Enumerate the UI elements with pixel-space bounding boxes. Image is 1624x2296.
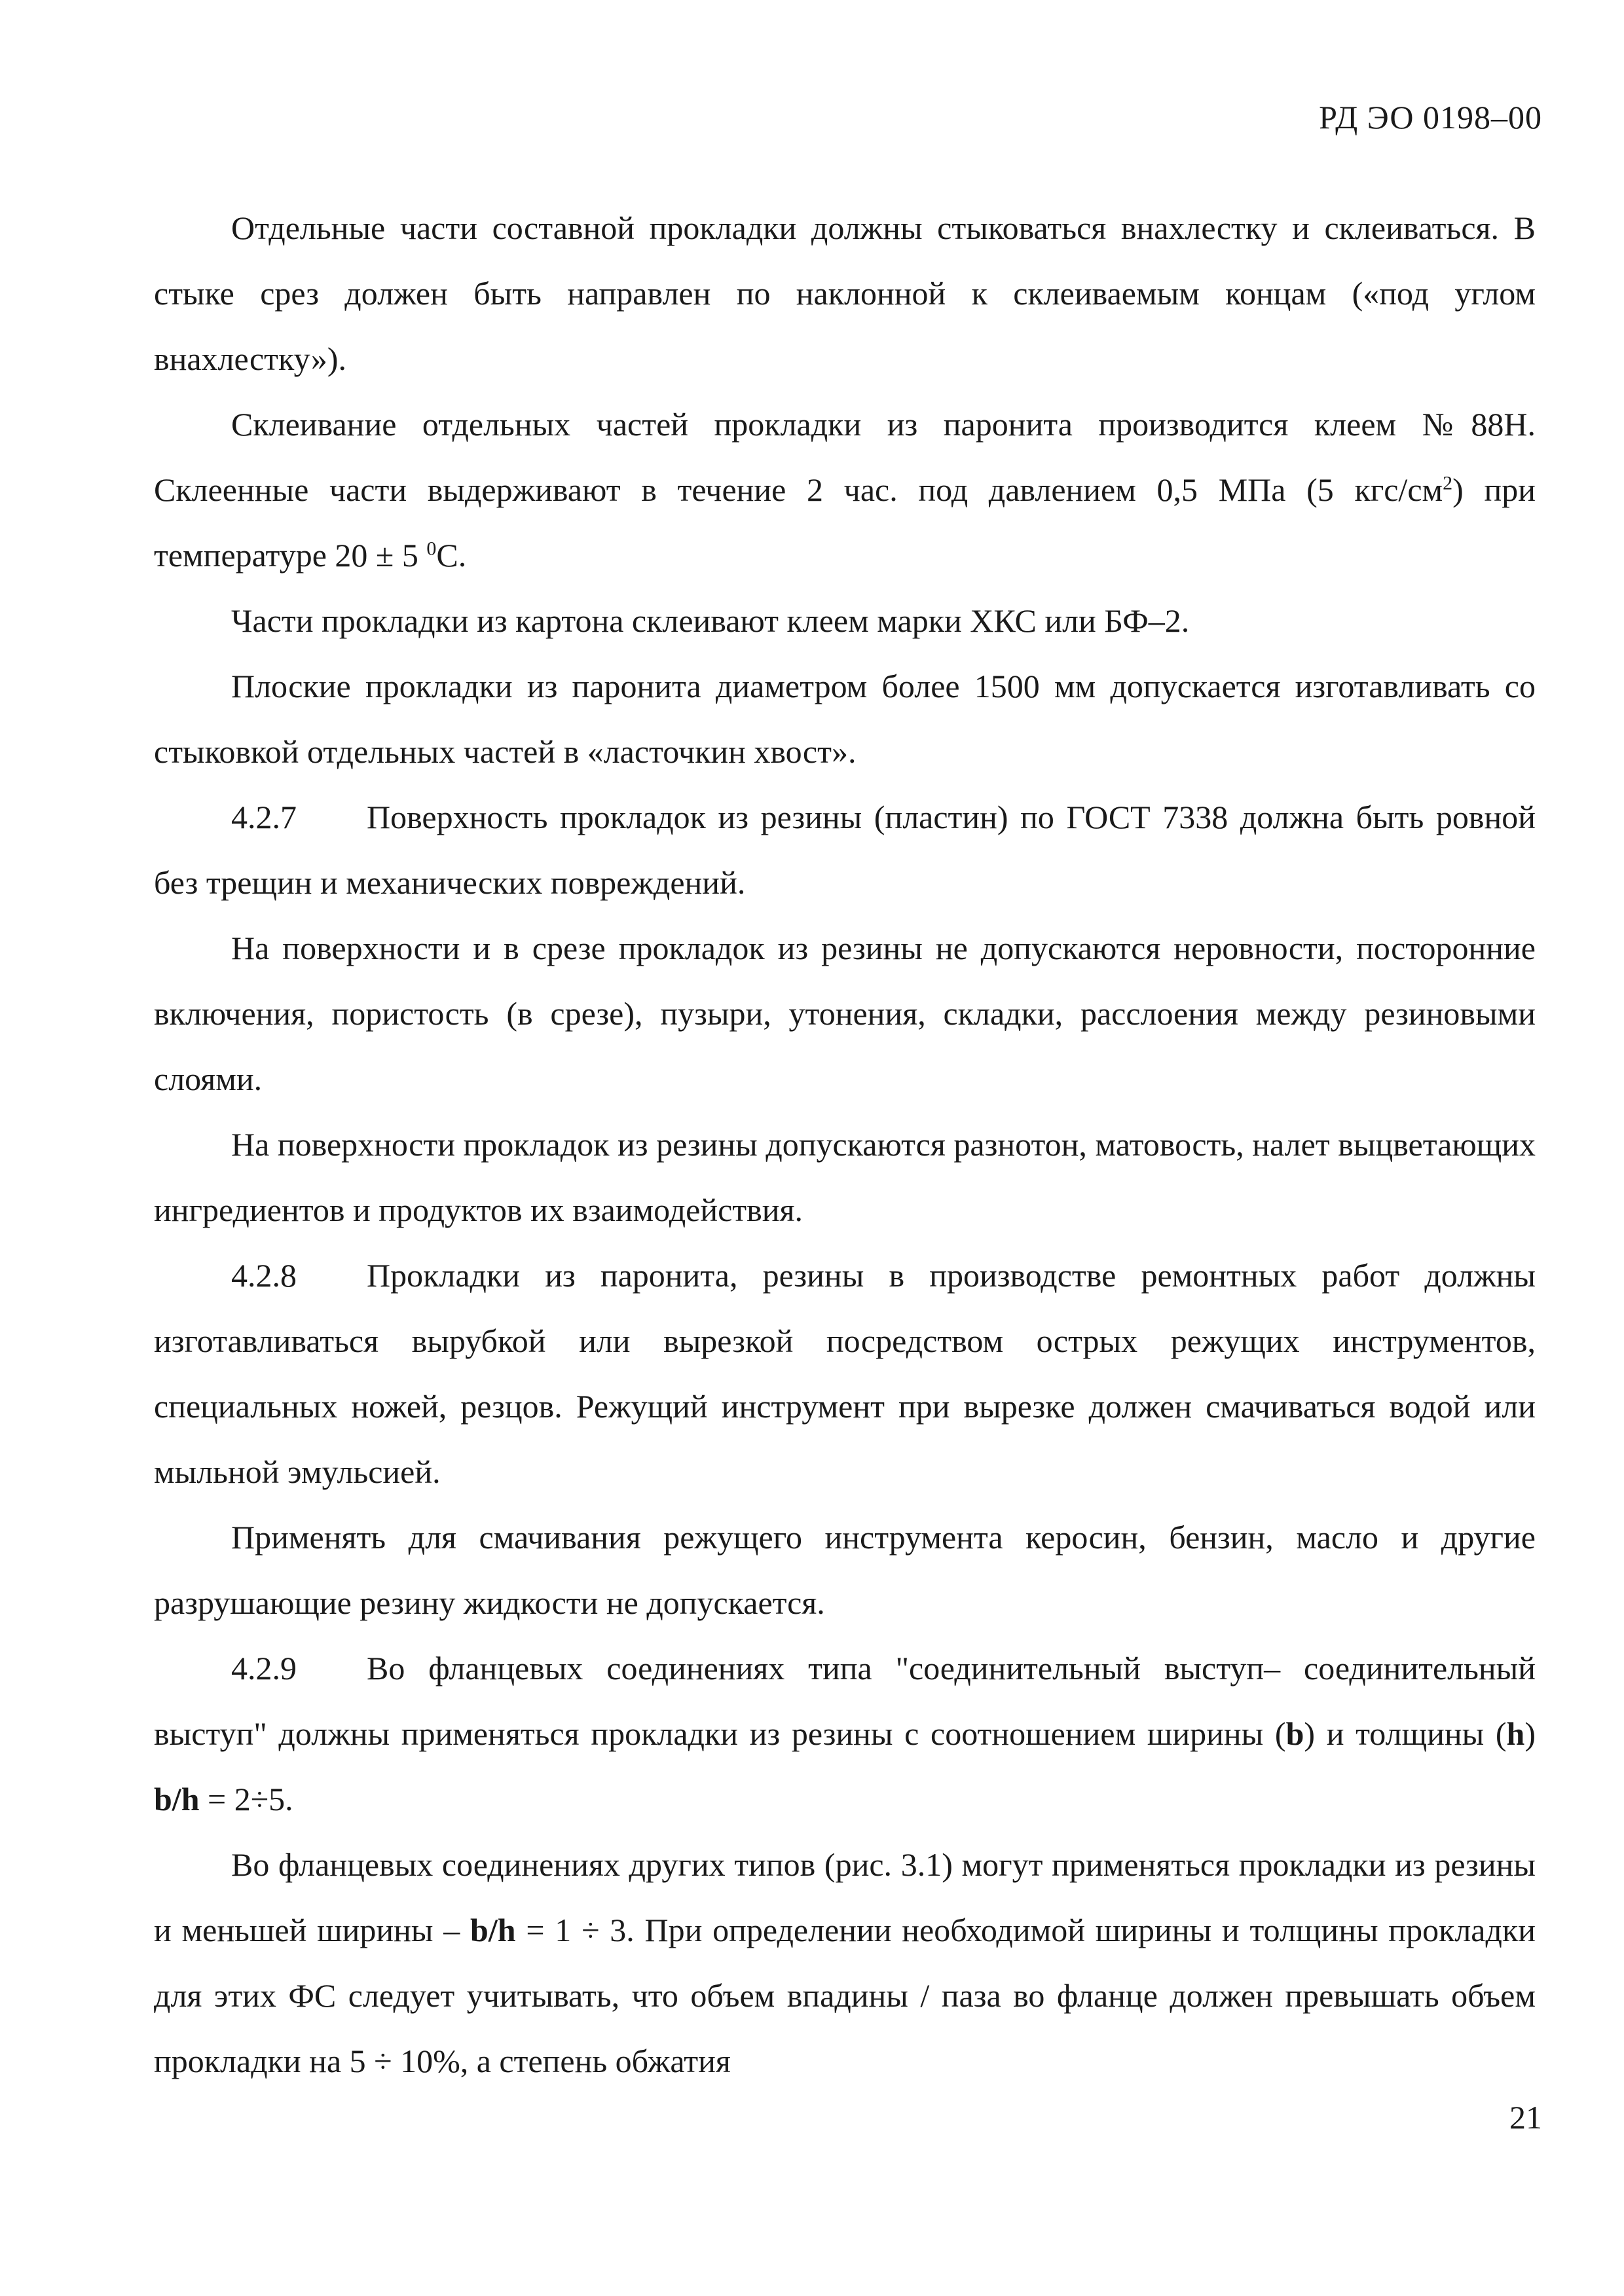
paragraph-text: Склеивание отдельных частей прокладки из паронита производится клеем №88Н. Склеенные части выдерживают в течение 2 час. под давлением 0,5 МПа (5 кгс/см bbox=[154, 406, 1536, 508]
paragraph-4-2-9 bbox=[154, 1635, 1536, 1832]
paragraph-text: Во фланцевых соединениях других типов (рис. 3.1) могут применяться прокладки из резины и меньшей ширины – bbox=[154, 1846, 1536, 1948]
paragraph-text: = 2÷5. bbox=[199, 1781, 293, 1817]
paragraph-wetting-prohibited: Применять для смачивания режущего инструмента керосин, бензин, масло и другие разрушающие резину жидкости не допускается. bbox=[154, 1519, 1536, 1621]
paragraph-text: Прокладки из паронита, резины в производстве ремонтных работ должны изготавливаться вырубкой или вырезкой посредством острых режущих инструментов, специальных ножей, резцов. Режущий инструмент при вырезке должен смачиваться водой или мыльной эмульсией. bbox=[154, 1257, 1536, 1490]
clause-number: 4.2.7 bbox=[231, 799, 297, 835]
paragraph-4-2-7 bbox=[154, 784, 1536, 915]
page-number: 21 bbox=[1509, 2099, 1542, 2136]
paragraph-paronite-gluing bbox=[154, 392, 1536, 588]
paragraph-cardboard-gluing: Части прокладки из картона склеивают клеем марки ХКС или БФ–2. bbox=[231, 602, 1190, 639]
paragraph-text: ) bbox=[1524, 1715, 1536, 1752]
document-body bbox=[154, 195, 1536, 2094]
paragraph-text: ) и толщины ( bbox=[1304, 1715, 1507, 1752]
ratio-b-h: b/h bbox=[154, 1781, 200, 1817]
paragraph-text: ) при температуре 20 ± 5 bbox=[154, 471, 1536, 574]
paragraph-defects-not-allowed: На поверхности и в срезе прокладок из резины не допускаются неровности, посторонние включения, пористость (в срезе), пузыри, утонения, складки, расслоения между резиновыми слоями. bbox=[154, 930, 1536, 1097]
ratio-b-h: b/h bbox=[470, 1912, 516, 1948]
paragraph-4-2-8 bbox=[154, 1243, 1536, 1504]
paragraph-other-flange-types bbox=[154, 1832, 1536, 2094]
symbol-b: b bbox=[1285, 1715, 1304, 1752]
paragraph-text: Поверхность прокладок из резины (пластин) по ГОСТ 7338 должна быть ровной без трещин и механических повреждений. bbox=[154, 799, 1536, 901]
paragraph-dovetail: Плоские прокладки из паронита диаметром более 1500 мм допускается изготавливать со стыковкой отдельных частей в «ласточкин хвост». bbox=[154, 668, 1536, 770]
document-code-header: РД ЭО 0198–00 bbox=[1319, 99, 1542, 136]
superscript: 0 bbox=[426, 538, 437, 560]
symbol-h: h bbox=[1506, 1715, 1525, 1752]
superscript: 2 bbox=[1443, 472, 1453, 494]
paragraph-text: = 1 ÷ 3. При определении необходимой ширины и толщины прокладки для этих ФС следует учитывать, что объем впадины / паза во фланце должен превышать объем прокладки на 5 ÷ 10%, а степень обжатия bbox=[154, 1912, 1536, 2079]
paragraph-defects-allowed: На поверхности прокладок из резины допускаются разнотон, матовость, налет выцветающих ингредиентов и продуктов их взаимодействия. bbox=[154, 1126, 1536, 1228]
paragraph-text: Во фланцевых соединениях типа "соединительный выступ– соединительный выступ" должны применяться прокладки из резины с соотношением ширины ( bbox=[154, 1650, 1536, 1752]
clause-number: 4.2.9 bbox=[231, 1650, 297, 1686]
paragraph-joint-overlap: Отдельные части составной прокладки должны стыковаться внахлестку и склеиваться. В стыке срез должен быть направлен по наклонной к склеиваемым концам («под углом внахлестку»). bbox=[154, 210, 1536, 377]
clause-number: 4.2.8 bbox=[231, 1257, 297, 1294]
paragraph-text: С. bbox=[436, 537, 467, 574]
